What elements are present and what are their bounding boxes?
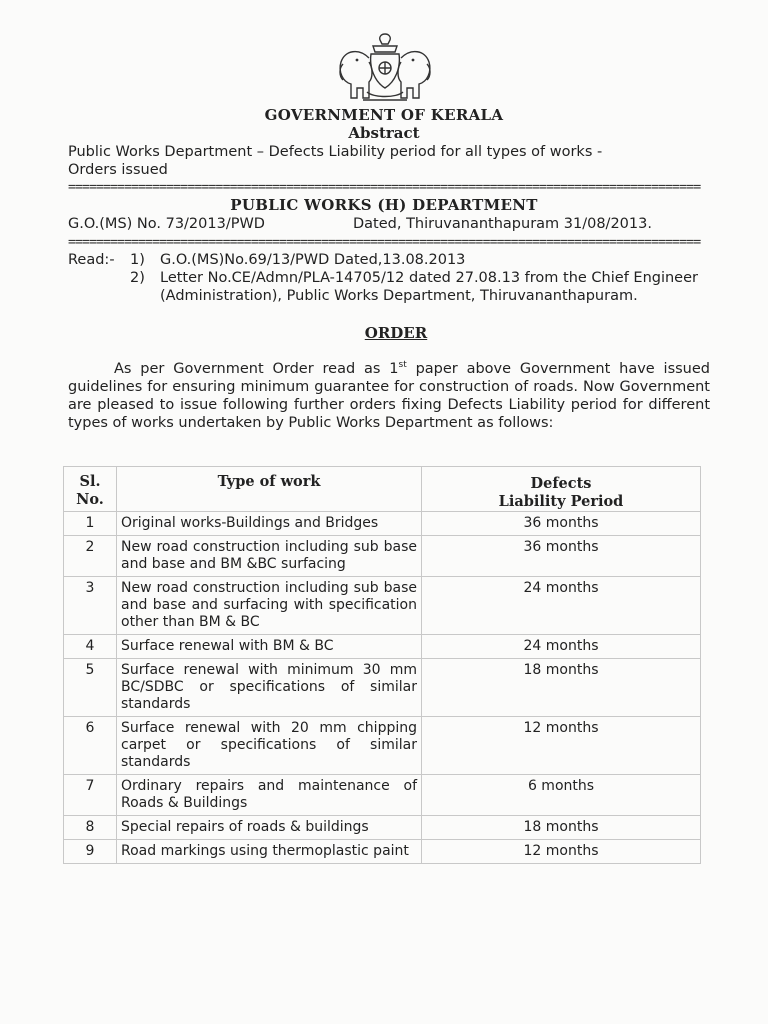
state-emblem-icon	[333, 30, 437, 106]
abstract-label: Abstract	[348, 124, 420, 142]
row-sl: 6	[64, 717, 117, 775]
row-type	[117, 717, 422, 775]
row-period: 12 months	[422, 840, 701, 864]
table-row	[64, 816, 701, 840]
order-paragraph-superscript: st	[398, 360, 407, 371]
row-type-text: Original works-Buildings and Bridges	[121, 515, 379, 531]
go-number: G.O.(MS) No. 73/2013/PWD	[68, 216, 265, 232]
row-period: 36 months	[422, 512, 701, 536]
table-row	[64, 635, 701, 659]
row-period: 18 months	[422, 659, 701, 717]
government-title: GOVERNMENT OF KERALA	[264, 106, 504, 124]
header-type-of-work: Type of work	[117, 467, 422, 512]
department-title: PUBLIC WORKS (H) DEPARTMENT	[230, 196, 538, 214]
row-sl: 8	[64, 816, 117, 840]
row-type-text: Road markings using thermoplastic paint	[121, 843, 409, 859]
order-paragraph-start: As per Government Order read as 1	[114, 361, 399, 377]
header-sl-no	[64, 467, 117, 512]
row-type-text: Surface renewal with minimum 30 mm BC/SDBC or specifications of similar standards	[121, 662, 417, 712]
row-period: 36 months	[422, 536, 701, 577]
row-sl: 7	[64, 775, 117, 816]
table-row	[64, 577, 701, 635]
table-row	[64, 775, 701, 816]
table-header-row	[64, 467, 701, 512]
row-period: 12 months	[422, 717, 701, 775]
rule-divider: ==========================================================================================	[68, 183, 701, 192]
order-paragraph-rest: paper above Government have issued guidelines for ensuring minimum guarantee for construction of roads. Now Government are pleased to issue following further orders fixing Defects Liability period for different types of works undertaken by Public Works Department as follows:	[68, 361, 710, 431]
header-period-line2: Liability Period	[498, 493, 624, 510]
reference-text: G.O.(MS)No.69/13/PWD Dated,13.08.2013	[160, 252, 466, 268]
go-date: Dated, Thiruvananthapuram 31/08/2013.	[353, 216, 652, 232]
subject-line-2: Orders issued	[68, 162, 168, 178]
reference-number: 1)	[130, 252, 145, 268]
row-type-text: New road construction including sub base and base and BM &BC surfacing	[121, 539, 417, 572]
subject	[68, 143, 718, 179]
defects-liability-table	[63, 466, 701, 864]
row-period: 18 months	[422, 816, 701, 840]
go-line	[68, 216, 708, 232]
row-sl: 9	[64, 840, 117, 864]
header-sl-line1: Sl.	[79, 473, 101, 490]
row-type	[117, 840, 422, 864]
row-sl: 5	[64, 659, 117, 717]
row-type-text: Surface renewal with BM & BC	[121, 638, 334, 654]
row-type-text: Ordinary repairs and maintenance of Roads & Buildings	[121, 778, 417, 811]
order-paragraph	[68, 360, 710, 432]
header-defects-liability-period	[422, 467, 701, 512]
row-period: 24 months	[422, 635, 701, 659]
row-sl: 2	[64, 536, 117, 577]
reference-item	[68, 251, 718, 269]
row-period: 24 months	[422, 577, 701, 635]
row-type	[117, 577, 422, 635]
reference-text: Letter No.CE/Admn/PLA-14705/12 dated 27.08.13 from the Chief Engineer (Administration), Public Works Department, Thiruvananthapuram.	[160, 270, 698, 304]
subject-line-1: Public Works Department – Defects Liability period for all types of works -	[68, 144, 603, 160]
header-sl-line2: No.	[76, 491, 104, 508]
row-sl: 1	[64, 512, 117, 536]
row-type	[117, 775, 422, 816]
reference-number: 2)	[130, 270, 145, 286]
row-sl: 3	[64, 577, 117, 635]
row-type	[117, 512, 422, 536]
row-sl: 4	[64, 635, 117, 659]
row-type	[117, 659, 422, 717]
table-row	[64, 717, 701, 775]
references	[68, 251, 718, 305]
header-period-line1: Defects	[530, 475, 592, 492]
references-label: Read:-	[68, 252, 115, 268]
row-type-text: New road construction including sub base and base and surfacing with specification other than BM & BC	[121, 580, 417, 630]
table-row	[64, 536, 701, 577]
order-heading: ORDER	[364, 324, 428, 342]
row-type	[117, 816, 422, 840]
table-row	[64, 659, 701, 717]
row-type	[117, 536, 422, 577]
row-type-text: Special repairs of roads & buildings	[121, 819, 369, 835]
rule-divider: ==========================================================================================	[68, 238, 701, 247]
row-type	[117, 635, 422, 659]
table-row	[64, 840, 701, 864]
reference-item	[68, 269, 718, 305]
row-type-text: Surface renewal with 20 mm chipping carpet or specifications of similar standards	[121, 720, 417, 770]
row-period: 6 months	[422, 775, 701, 816]
table-row	[64, 512, 701, 536]
